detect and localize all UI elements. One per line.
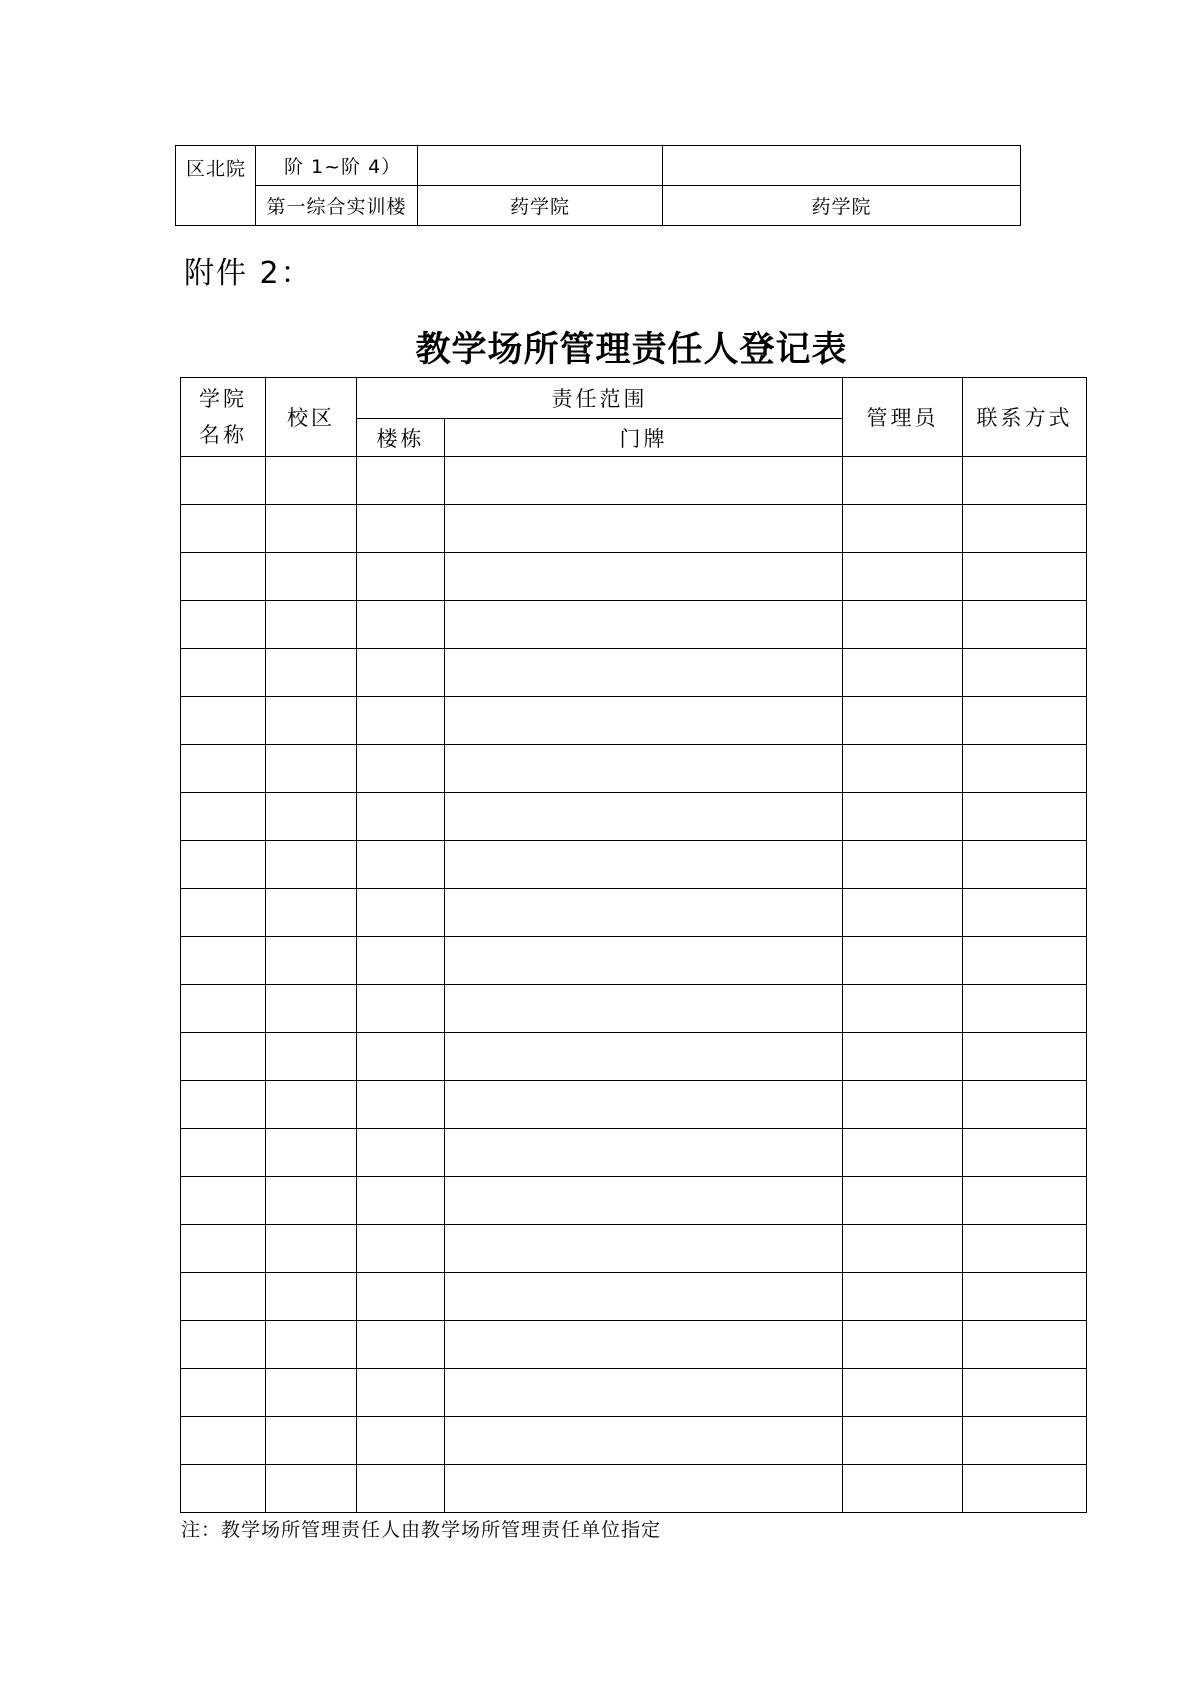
contact-cell [963,601,1087,649]
table-row [181,697,1087,745]
college-cell [181,697,266,745]
college-cell [181,889,266,937]
table-row [181,1465,1087,1513]
campus-cell [266,1081,357,1129]
college-cell [181,505,266,553]
building-cell [357,1033,445,1081]
form-title: 教学场所管理责任人登记表 [415,329,848,370]
building-cell [357,1321,445,1369]
college-cell [181,937,266,985]
door-number-cell [445,697,843,745]
contact-cell [963,1321,1087,1369]
administrator-cell [843,601,963,649]
college-header-line2: 名称 [199,423,247,447]
building-cell [357,505,445,553]
college-cell [181,745,266,793]
table-row [181,985,1087,1033]
building-cell [357,889,445,937]
building-cell [357,745,445,793]
door-number-cell [445,1465,843,1513]
contact-cell [963,889,1087,937]
administrator-cell [843,745,963,793]
college-cell [181,1177,266,1225]
contact-cell [963,793,1087,841]
campus-cell [266,649,357,697]
administrator-cell [843,1321,963,1369]
administrator-cell [843,697,963,745]
college-cell [181,1081,266,1129]
table-row [181,1225,1087,1273]
campus-cell [266,1129,357,1177]
building-cell [357,985,445,1033]
campus-cell [266,937,357,985]
contact-cell [963,505,1087,553]
unit-cell [418,146,663,186]
contact-cell [963,1177,1087,1225]
college-cell [181,841,266,889]
administrator-cell [843,793,963,841]
door-number-cell [445,793,843,841]
table-row [181,649,1087,697]
table-row [181,841,1087,889]
college-cell [181,457,266,505]
building-cell [357,457,445,505]
door-number-cell [445,985,843,1033]
administrator-cell [843,985,963,1033]
contact-header: 联系方式 [963,378,1087,457]
responsible-cell: 药学院 [663,186,1021,226]
building-cell [357,1417,445,1465]
building-cell: 阶 1~阶 4） [256,146,418,186]
table-row [181,1273,1087,1321]
table-row [181,937,1087,985]
building-cell [357,1465,445,1513]
contact-cell [963,1081,1087,1129]
building-cell [357,1129,445,1177]
administrator-cell [843,1033,963,1081]
administrator-cell [843,1465,963,1513]
door-number-cell [445,1177,843,1225]
unit-cell: 药学院 [418,186,663,226]
door-number-cell [445,553,843,601]
door-number-cell [445,889,843,937]
college-cell [181,1465,266,1513]
building-cell [357,601,445,649]
college-cell [181,1369,266,1417]
table-row [181,1177,1087,1225]
building-header: 楼栋 [357,419,445,457]
contact-cell [963,1465,1087,1513]
door-number-cell [445,601,843,649]
administrator-cell [843,1417,963,1465]
contact-cell [963,457,1087,505]
table-row [181,505,1087,553]
table-row [181,745,1087,793]
table-row [181,553,1087,601]
building-cell [357,697,445,745]
administrator-cell [843,841,963,889]
campus-cell: 区北院 [176,146,256,226]
campus-cell [266,505,357,553]
contact-cell [963,697,1087,745]
campus-cell [266,457,357,505]
campus-cell [266,1465,357,1513]
contact-cell [963,1033,1087,1081]
administrator-cell [843,553,963,601]
contact-cell [963,937,1087,985]
college-name-header [181,378,266,457]
campus-cell [266,1321,357,1369]
table-row [181,1129,1087,1177]
header-row [181,378,1087,419]
contact-cell [963,985,1087,1033]
campus-cell [266,1273,357,1321]
door-number-header: 门牌 [445,419,843,457]
campus-cell [266,553,357,601]
table-row [181,601,1087,649]
college-cell [181,1129,266,1177]
campus-cell [266,1177,357,1225]
door-number-cell [445,1273,843,1321]
campus-cell [266,841,357,889]
campus-cell [266,889,357,937]
contact-cell [963,1129,1087,1177]
building-cell [357,1273,445,1321]
contact-cell [963,649,1087,697]
administrator-cell [843,1129,963,1177]
college-cell [181,985,266,1033]
building-cell [357,649,445,697]
door-number-cell [445,457,843,505]
college-cell [181,1033,266,1081]
door-number-cell [445,649,843,697]
scope-header: 责任范围 [357,378,843,419]
administrator-cell [843,457,963,505]
building-cell [357,841,445,889]
previous-page-table [175,145,1021,226]
contact-cell [963,841,1087,889]
footnote: 注：教学场所管理责任人由教学场所管理责任单位指定 [181,1519,662,1541]
college-cell [181,1417,266,1465]
college-cell [181,649,266,697]
contact-cell [963,553,1087,601]
building-cell [357,1225,445,1273]
contact-cell [963,745,1087,793]
building-cell [357,553,445,601]
college-header-line1: 学院 [199,387,247,411]
door-number-cell [445,1033,843,1081]
college-cell [181,601,266,649]
door-number-cell [445,1417,843,1465]
college-cell [181,793,266,841]
building-cell: 第一综合实训楼 [256,186,418,226]
previous-table-row [176,146,1021,186]
campus-cell [266,793,357,841]
door-number-cell [445,1321,843,1369]
contact-cell [963,1369,1087,1417]
campus-cell [266,1225,357,1273]
college-cell [181,1321,266,1369]
table-row [181,1417,1087,1465]
building-cell [357,793,445,841]
previous-table-row [176,186,1021,226]
register-table [180,377,1087,1513]
administrator-cell [843,889,963,937]
door-number-cell [445,745,843,793]
administrator-cell [843,1273,963,1321]
table-row [181,1033,1087,1081]
administrator-header: 管理员 [843,378,963,457]
contact-cell [963,1225,1087,1273]
table-row [181,889,1087,937]
college-cell [181,1273,266,1321]
contact-cell [963,1417,1087,1465]
table-row [181,1081,1087,1129]
door-number-cell [445,937,843,985]
table-row [181,457,1087,505]
door-number-cell [445,841,843,889]
contact-cell [963,1273,1087,1321]
building-cell [357,1177,445,1225]
college-cell [181,1225,266,1273]
administrator-cell [843,1369,963,1417]
campus-cell [266,985,357,1033]
administrator-cell [843,1177,963,1225]
college-cell [181,553,266,601]
administrator-cell [843,649,963,697]
building-cell [357,937,445,985]
campus-cell [266,1417,357,1465]
building-cell [357,1369,445,1417]
table-row [181,1369,1087,1417]
administrator-cell [843,1225,963,1273]
table-row [181,1321,1087,1369]
campus-cell [266,697,357,745]
responsible-cell [663,146,1021,186]
administrator-cell [843,505,963,553]
door-number-cell [445,505,843,553]
campus-header: 校区 [266,378,357,457]
administrator-cell [843,937,963,985]
campus-cell [266,1033,357,1081]
attachment-label: 附件 2： [184,256,313,291]
building-cell [357,1081,445,1129]
table-row [181,793,1087,841]
campus-cell [266,1369,357,1417]
administrator-cell [843,1081,963,1129]
door-number-cell [445,1369,843,1417]
campus-cell [266,745,357,793]
door-number-cell [445,1225,843,1273]
door-number-cell [445,1081,843,1129]
campus-cell [266,601,357,649]
door-number-cell [445,1129,843,1177]
